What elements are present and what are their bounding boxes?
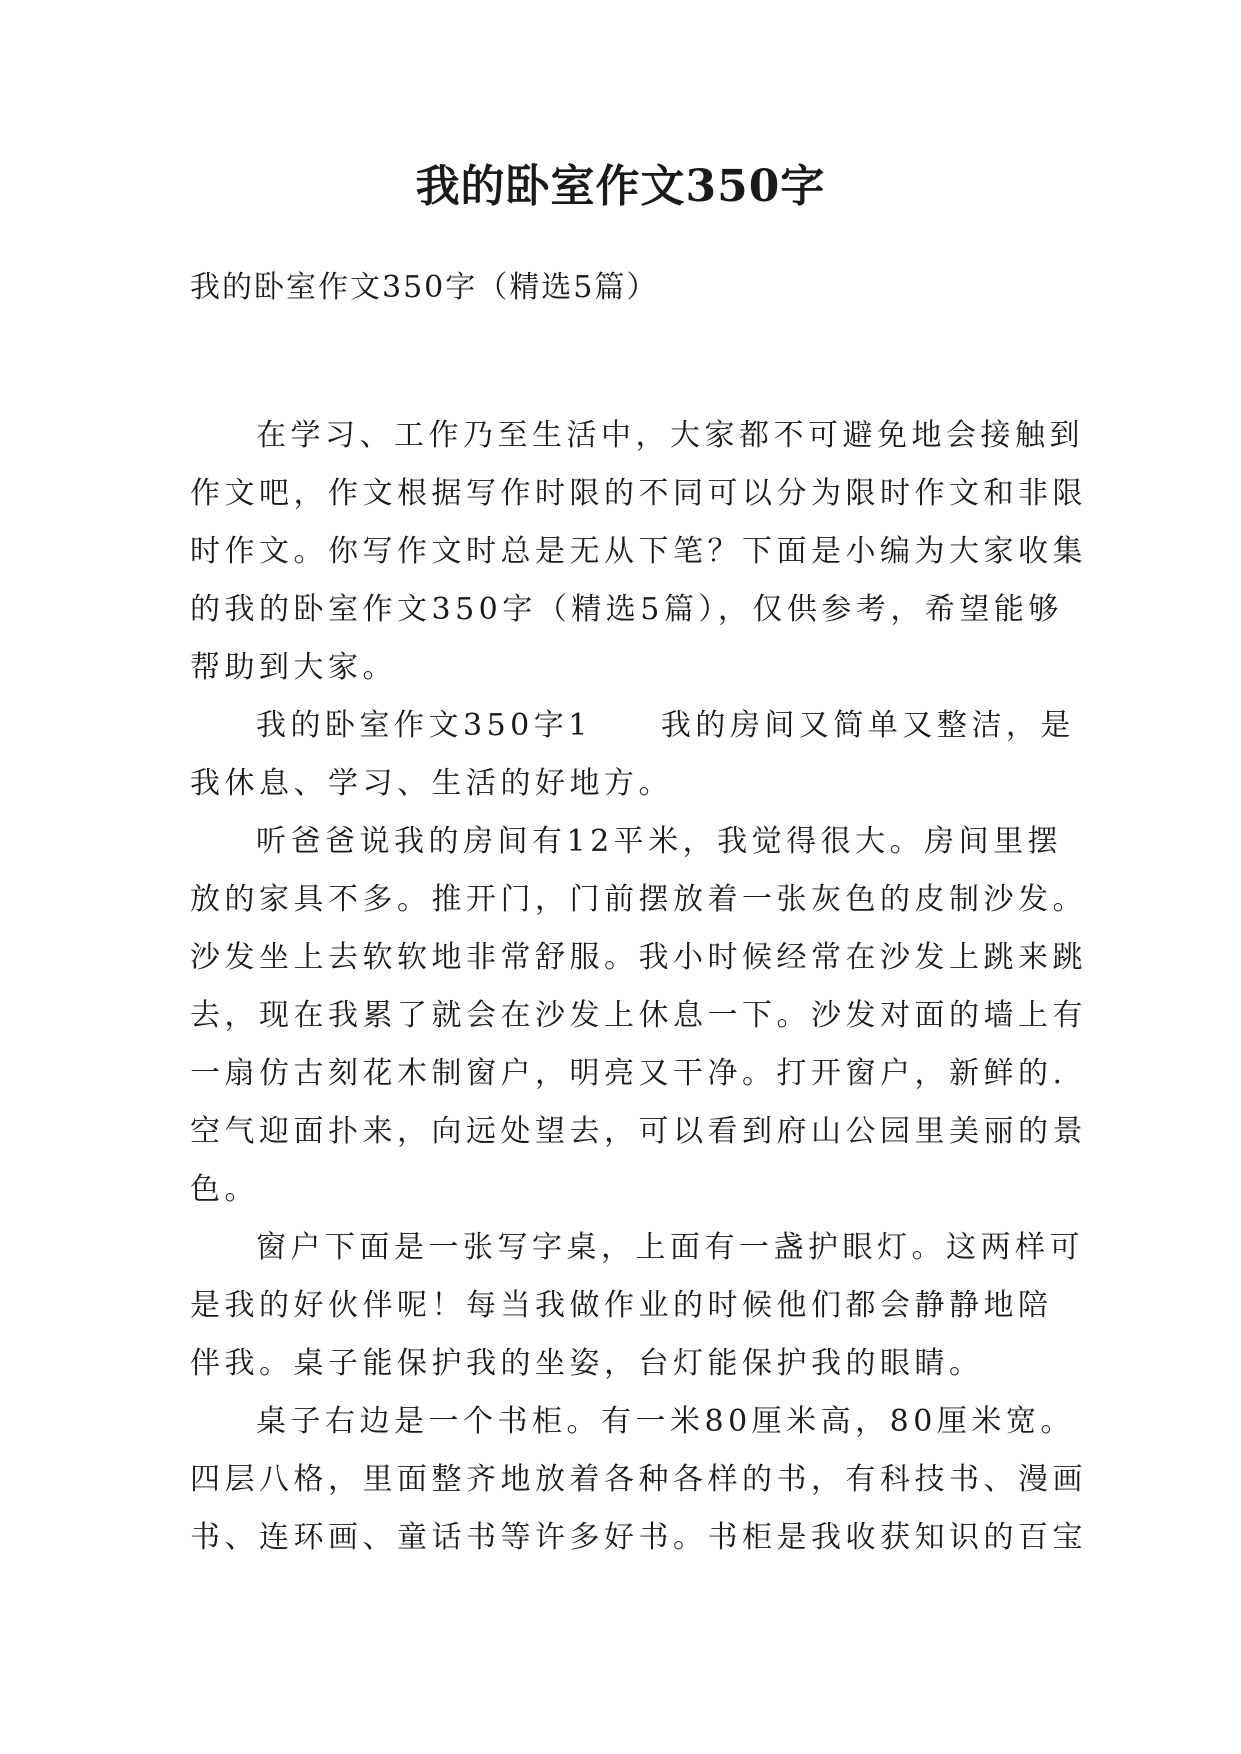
text-line: 听爸爸说我的房间有12平米，我觉得很大。房间里摆 [256, 824, 1063, 859]
text-line: 书、连环画、童话书等许多好书。书柜是我收获知识的百宝 [190, 1520, 1087, 1555]
text-line: 时作文。你写作文时总是无从下笔？下面是小编为大家收集 [190, 534, 1087, 569]
text-line: 是我的好伙伴呢！每当我做作业的时候他们都会静静地陪 [190, 1288, 1053, 1323]
text-line: 沙发坐上去软软地非常舒服。我小时候经常在沙发上跳来跳 [190, 940, 1087, 975]
text-line: 四层八格，里面整齐地放着各种各样的书，有科技书、漫画 [190, 1462, 1087, 1497]
text-line: 桌子右边是一个书柜。有一米80厘米高，80厘米宽。 [256, 1404, 1075, 1439]
text-line: 在学习、工作乃至生活中，大家都不可避免地会接触到 [256, 418, 1084, 453]
text-line: 我休息、学习、生活的好地方。 [190, 766, 673, 801]
text-line: 一扇仿古刻花木制窗户，明亮又干净。打开窗户，新鲜的. [190, 1056, 1067, 1091]
text-line: 伴我。桌子能保护我的坐姿，台灯能保护我的眼睛。 [190, 1346, 984, 1381]
document-subtitle: 我的卧室作文350字（精选5篇） [190, 270, 659, 305]
text-line: 色。 [190, 1172, 259, 1207]
text-line: 我的卧室作文350字1 我的房间又简单又整洁，是 [256, 708, 1075, 743]
text-line: 去，现在我累了就会在沙发上休息一下。沙发对面的墙上有 [190, 998, 1087, 1033]
document-title: 我的卧室作文350字 [415, 161, 826, 212]
text-line: 的我的卧室作文350字（精选5篇），仅供参考，希望能够 [190, 592, 1063, 627]
text-line: 帮助到大家。 [190, 650, 397, 685]
text-line: 作文吧，作文根据写作时限的不同可以分为限时作文和非限 [190, 476, 1087, 511]
text-line: 空气迎面扑来，向远处望去，可以看到府山公园里美丽的景 [190, 1114, 1087, 1149]
text-line: 窗户下面是一张写字桌，上面有一盏护眼灯。这两样可 [256, 1230, 1084, 1265]
text-line: 放的家具不多。推开门，门前摆放着一张灰色的皮制沙发。 [190, 882, 1087, 917]
document-body [190, 407, 1087, 1567]
